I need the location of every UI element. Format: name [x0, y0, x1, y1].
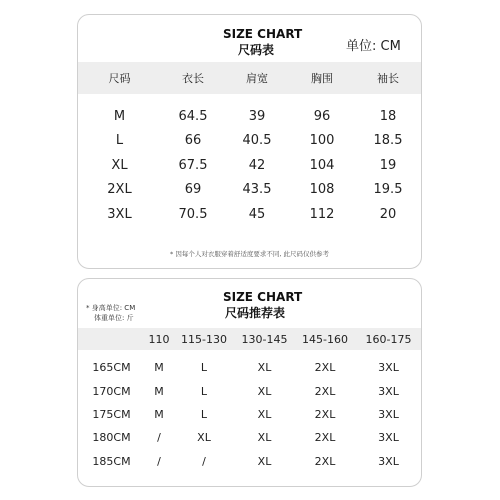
table-cell: /: [157, 431, 161, 445]
size-chart-header-row: [78, 62, 421, 94]
table-cell: XL: [257, 361, 272, 375]
table-cell: XL: [257, 454, 272, 468]
recommend-table: [78, 328, 421, 473]
table-cell: XL: [111, 157, 128, 173]
recommend-title-zh: 尺码推荐表: [225, 306, 286, 320]
recommend-chart-card: [77, 278, 422, 487]
table-cell: 2XL: [314, 384, 336, 398]
header-cell: 145-160: [302, 332, 348, 346]
header-cell: 袖长: [377, 72, 399, 85]
table-row: [78, 153, 421, 178]
table-cell: XL: [197, 431, 211, 445]
table-cell: XL: [257, 384, 272, 398]
weight-unit-label: 体重单位: 斤: [94, 314, 134, 322]
table-row: [78, 202, 421, 227]
table-cell: 45: [248, 206, 266, 222]
recommend-title-en: SIZE CHART: [223, 290, 303, 304]
size-chart-unit: 单位: CM: [346, 39, 401, 54]
table-cell: /: [202, 454, 206, 468]
table-cell: 2XL: [107, 182, 132, 198]
size-chart-title-zh: 尺码表: [238, 43, 275, 57]
table-cell: 3XL: [378, 454, 399, 468]
table-cell: 170CM: [92, 384, 131, 398]
header-cell: 160-175: [365, 332, 412, 346]
table-cell: 180CM: [92, 431, 131, 445]
table-cell: 18.5: [373, 133, 403, 149]
table-cell: 42: [248, 157, 266, 173]
table-cell: 39: [248, 108, 266, 124]
header-cell: 110: [148, 332, 170, 346]
table-cell: 20: [379, 206, 397, 222]
table-cell: 18: [379, 108, 397, 124]
table-cell: 2XL: [314, 454, 336, 468]
table-cell: 3XL: [378, 431, 399, 445]
table-cell: XL: [257, 431, 272, 445]
table-row: [78, 104, 421, 129]
table-row: [78, 178, 421, 203]
size-chart-title-en: SIZE CHART: [223, 27, 303, 41]
header-cell: 衣长: [182, 72, 204, 85]
table-row: [78, 356, 421, 379]
header-cell: [78, 328, 145, 350]
table-cell: 19.5: [373, 182, 403, 198]
table-cell: 175CM: [92, 407, 131, 421]
table-cell: 70.5: [178, 206, 208, 222]
table-cell: 108: [309, 182, 335, 198]
size-chart-table: [78, 62, 421, 227]
table-cell: /: [157, 454, 161, 468]
table-row: [78, 379, 421, 402]
table-cell: XL: [257, 407, 272, 421]
header-cell: 尺码: [108, 72, 131, 85]
table-cell: 43.5: [242, 182, 272, 198]
table-cell: 64.5: [178, 108, 208, 124]
table-cell: L: [200, 407, 208, 421]
size-chart-card: [77, 14, 422, 269]
table-cell: 165CM: [92, 361, 131, 375]
table-cell: 185CM: [92, 454, 131, 468]
table-cell: 19: [379, 157, 397, 173]
recommend-header-row: [78, 328, 421, 350]
table-cell: 2XL: [314, 407, 336, 421]
table-cell: 3XL: [378, 361, 399, 375]
recommend-units: [86, 303, 135, 323]
table-cell: L: [200, 361, 208, 375]
table-cell: 3XL: [378, 407, 399, 421]
table-cell: 112: [309, 206, 335, 222]
table-row: [78, 129, 421, 154]
table-cell: M: [154, 407, 164, 421]
table-cell: 2XL: [314, 431, 336, 445]
table-cell: M: [154, 361, 164, 375]
table-cell: 96: [313, 108, 331, 124]
table-cell: L: [115, 133, 124, 149]
table-cell: 2XL: [314, 361, 336, 375]
table-row: [78, 426, 421, 449]
header-cell: 115-130: [181, 332, 227, 346]
table-row: [78, 450, 421, 473]
header-cell: 肩宽: [246, 72, 268, 85]
header-cell: 130-145: [241, 332, 288, 346]
table-cell: 67.5: [178, 157, 208, 173]
table-row: [78, 403, 421, 426]
height-unit-label: * 身高单位: CM: [86, 304, 136, 312]
table-cell: 3XL: [378, 384, 399, 398]
table-cell: 104: [309, 157, 335, 173]
header-cell: 胸围: [311, 72, 333, 85]
table-cell: 66: [184, 133, 202, 149]
table-cell: 40.5: [242, 133, 272, 149]
table-cell: 100: [309, 133, 335, 149]
table-cell: 3XL: [107, 206, 132, 222]
size-chart-note: * 因每个人对衣服穿着舒适度要求不同, 此尺码仅供参考: [170, 250, 329, 258]
table-cell: 69: [184, 182, 202, 198]
table-cell: L: [200, 384, 208, 398]
table-cell: M: [113, 108, 126, 124]
table-cell: M: [154, 384, 164, 398]
